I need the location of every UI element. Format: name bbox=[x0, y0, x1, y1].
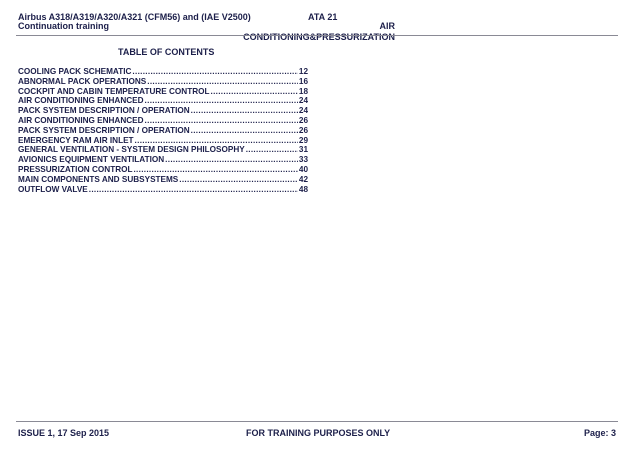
toc-entry[interactable] bbox=[18, 175, 308, 185]
toc-entry-text: OUTFLOW VALVE bbox=[18, 184, 88, 194]
toc-entry[interactable] bbox=[18, 67, 308, 77]
toc-entry-page: 12 bbox=[298, 67, 308, 76]
toc-entry[interactable] bbox=[18, 116, 308, 126]
toc-entry-page: 40 bbox=[298, 164, 308, 174]
toc-entry[interactable] bbox=[18, 96, 308, 106]
toc-entry[interactable] bbox=[18, 126, 308, 136]
toc-entry[interactable] bbox=[18, 77, 308, 87]
header-course: Continuation training bbox=[18, 21, 109, 31]
toc-entry-text: AIR CONDITIONING ENHANCED bbox=[18, 96, 144, 106]
toc-entry-page: 26 bbox=[298, 125, 308, 135]
footer-issue: ISSUE 1, 17 Sep 2015 bbox=[18, 428, 110, 438]
toc-entry-text: MAIN COMPONENTS AND SUBSYSTEMS bbox=[18, 174, 179, 184]
footer-page-number: Page: 3 bbox=[583, 428, 616, 438]
toc-entry-text: COCKPIT AND CABIN TEMPERATURE CONTROL bbox=[18, 86, 210, 96]
toc-entry-text: PACK SYSTEM DESCRIPTION / OPERATION bbox=[18, 106, 190, 116]
toc-entry-page: 24 bbox=[298, 96, 308, 106]
toc-leader-dots bbox=[211, 87, 298, 96]
toc-entry-text: GENERAL VENTILATION - SYSTEM DESIGN PHILOSOPHY bbox=[18, 145, 245, 155]
table-of-contents bbox=[18, 67, 308, 194]
toc-leader-dots bbox=[147, 77, 298, 86]
toc-entry[interactable] bbox=[18, 106, 308, 116]
toc-leader-dots bbox=[145, 116, 298, 125]
toc-entry-text: PACK SYSTEM DESCRIPTION / OPERATION bbox=[18, 125, 190, 135]
toc-leader-dots bbox=[135, 136, 298, 145]
toc-entry[interactable] bbox=[18, 155, 308, 165]
toc-leader-dots bbox=[89, 185, 298, 194]
toc-entry-page: 33 bbox=[298, 155, 308, 165]
toc-entry-text: ABNORMAL PACK OPERATIONS bbox=[18, 76, 147, 86]
header-chapter: AIR CONDITIONING&PRESSURIZATION bbox=[243, 21, 395, 42]
header-ata: ATA 21 bbox=[308, 12, 338, 22]
toc-entry[interactable] bbox=[18, 165, 308, 175]
toc-leader-dots bbox=[179, 175, 298, 184]
toc-leader-dots bbox=[132, 67, 297, 76]
toc-leader-dots bbox=[145, 96, 298, 105]
toc-entry[interactable] bbox=[18, 145, 308, 155]
toc-entry-page: 29 bbox=[298, 135, 308, 145]
toc-leader-dots bbox=[191, 126, 298, 135]
toc-leader-dots bbox=[133, 165, 297, 174]
toc-entry-page: 16 bbox=[298, 76, 308, 86]
toc-entry-page: 26 bbox=[298, 115, 308, 125]
header-aircraft: Airbus A318/A319/A320/A321 (CFM56) and (IAE V2500) bbox=[18, 12, 251, 22]
toc-entry[interactable] bbox=[18, 87, 308, 97]
toc-leader-dots bbox=[165, 155, 298, 164]
toc-entry-page: 18 bbox=[298, 86, 308, 96]
toc-entry-text: COOLING PACK SCHEMATIC bbox=[18, 67, 132, 76]
toc-leader-dots bbox=[191, 106, 298, 115]
toc-entry-text: EMERGENCY RAM AIR INLET bbox=[18, 135, 134, 145]
toc-entry-page: 31 bbox=[298, 145, 308, 155]
toc-entry-text: PRESSURIZATION CONTROL bbox=[18, 164, 133, 174]
toc-title: TABLE OF CONTENTS bbox=[118, 47, 215, 57]
toc-entry-text: AVIONICS EQUIPMENT VENTILATION bbox=[18, 155, 165, 165]
toc-entry-page: 24 bbox=[298, 106, 308, 116]
toc-leader-dots bbox=[246, 145, 298, 154]
toc-entry-text: AIR CONDITIONING ENHANCED bbox=[18, 115, 144, 125]
toc-entry[interactable] bbox=[18, 136, 308, 146]
toc-entry-page: 48 bbox=[298, 184, 308, 194]
header-divider bbox=[16, 35, 618, 36]
footer-notice: FOR TRAINING PURPOSES ONLY bbox=[246, 428, 391, 438]
toc-entry-page: 42 bbox=[298, 174, 308, 184]
toc-entry[interactable] bbox=[18, 185, 308, 195]
footer-divider bbox=[16, 421, 618, 422]
